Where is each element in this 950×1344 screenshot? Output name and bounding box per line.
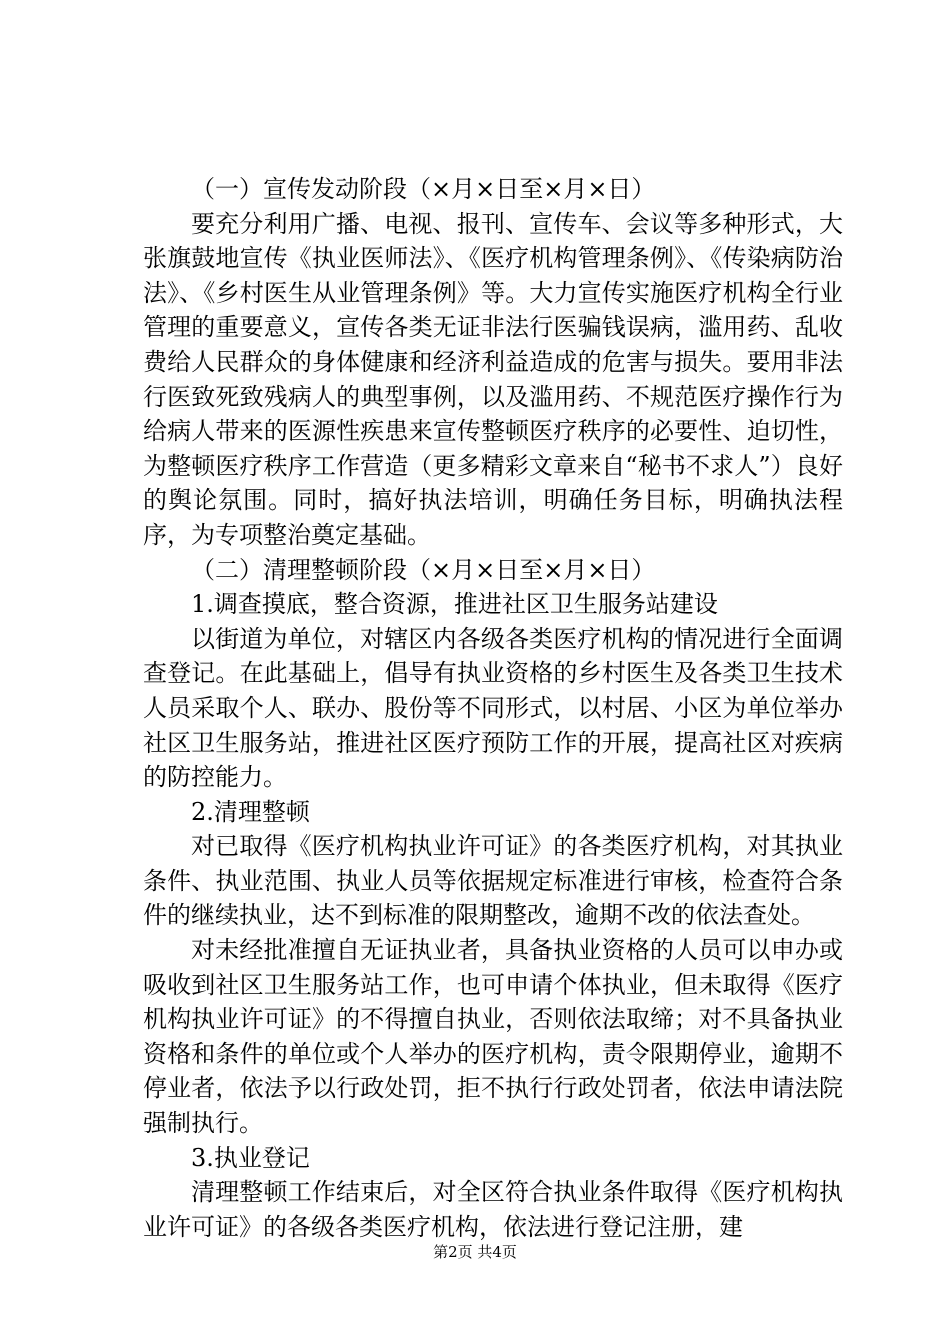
subheading-investigation: 1.调查摸底，整合资源，推进社区卫生服务站建设	[191, 590, 718, 619]
page-number-footer: 第2页 共4页	[433, 1243, 517, 1261]
paragraph-investigation-content: 以街道为单位，对辖区内各级各类医疗机构的情况进行全面调查登记。在此基础上，倡导有执业资格的乡村医生及各类卫生技术人员采取个人、联办、股份等不同形式，以村居、小区为单位举办社区卫生服务站，推进社区医疗预防工作的开展，提高社区对疾病的防控能力。	[143, 624, 843, 792]
section-heading-publicity-stage: （一）宣传发动阶段（×月×日至×月×日）	[191, 175, 656, 203]
paragraph-unlicensed-practitioners: 对未经批准擅自无证执业者，具备执业资格的人员可以申办或吸收到社区卫生服务站工作，也可申请个体执业，但未取得《医疗机构执业许可证》的不得擅自执业，否则依法取缔；对不具备执业资格和条件的单位或个人举办的医疗机构，责令限期停业，逾期不停业者，依法予以行政处罚，拒不执行行政处罚者，依法申请法院强制执行。	[143, 936, 843, 1138]
subheading-registration: 3.执业登记	[191, 1143, 310, 1172]
paragraph-registration-content: 清理整顿工作结束后，对全区符合执业条件取得《医疗机构执业许可证》的各级各类医疗机构，依法进行登记注册，建	[143, 1178, 843, 1241]
subheading-rectification: 2.清理整顿	[191, 797, 310, 826]
document-body	[143, 172, 843, 1244]
paragraph-licensed-institutions: 对已取得《医疗机构执业许可证》的各类医疗机构，对其执业条件、执业范围、执业人员等依据规定标准进行审核，检查符合条件的继续执业，达不到标准的限期整改，逾期不改的依法查处。	[143, 832, 843, 930]
section-heading-rectification-stage: （二）清理整顿阶段（×月×日至×月×日）	[191, 555, 656, 584]
paragraph-publicity-content: 要充分利用广播、电视、报刊、宣传车、会议等多种形式，大张旗鼓地宣传《执业医师法》、《医疗机构管理条例》、《传染病防治法》、《乡村医生从业管理条例》等。大力宣传实施医疗机构全行业管理的重要意义，宣传各类无证非法行医骗钱误病，滥用药、乱收费给人民群众的身体健康和经济利益造成的危害与损失。要用非法行医致死致残病人的典型事例，以及滥用药、不规范医疗操作行为给病人带来的医源性疾患来宣传整顿医疗秩序的必要性、迫切性，为整顿医疗秩序工作营造（更多精彩文章来自“秘书不求人”）良好的舆论氛围。同时，搞好执法培训，明确任务目标，明确执法程序，为专项整治奠定基础。	[143, 209, 843, 549]
